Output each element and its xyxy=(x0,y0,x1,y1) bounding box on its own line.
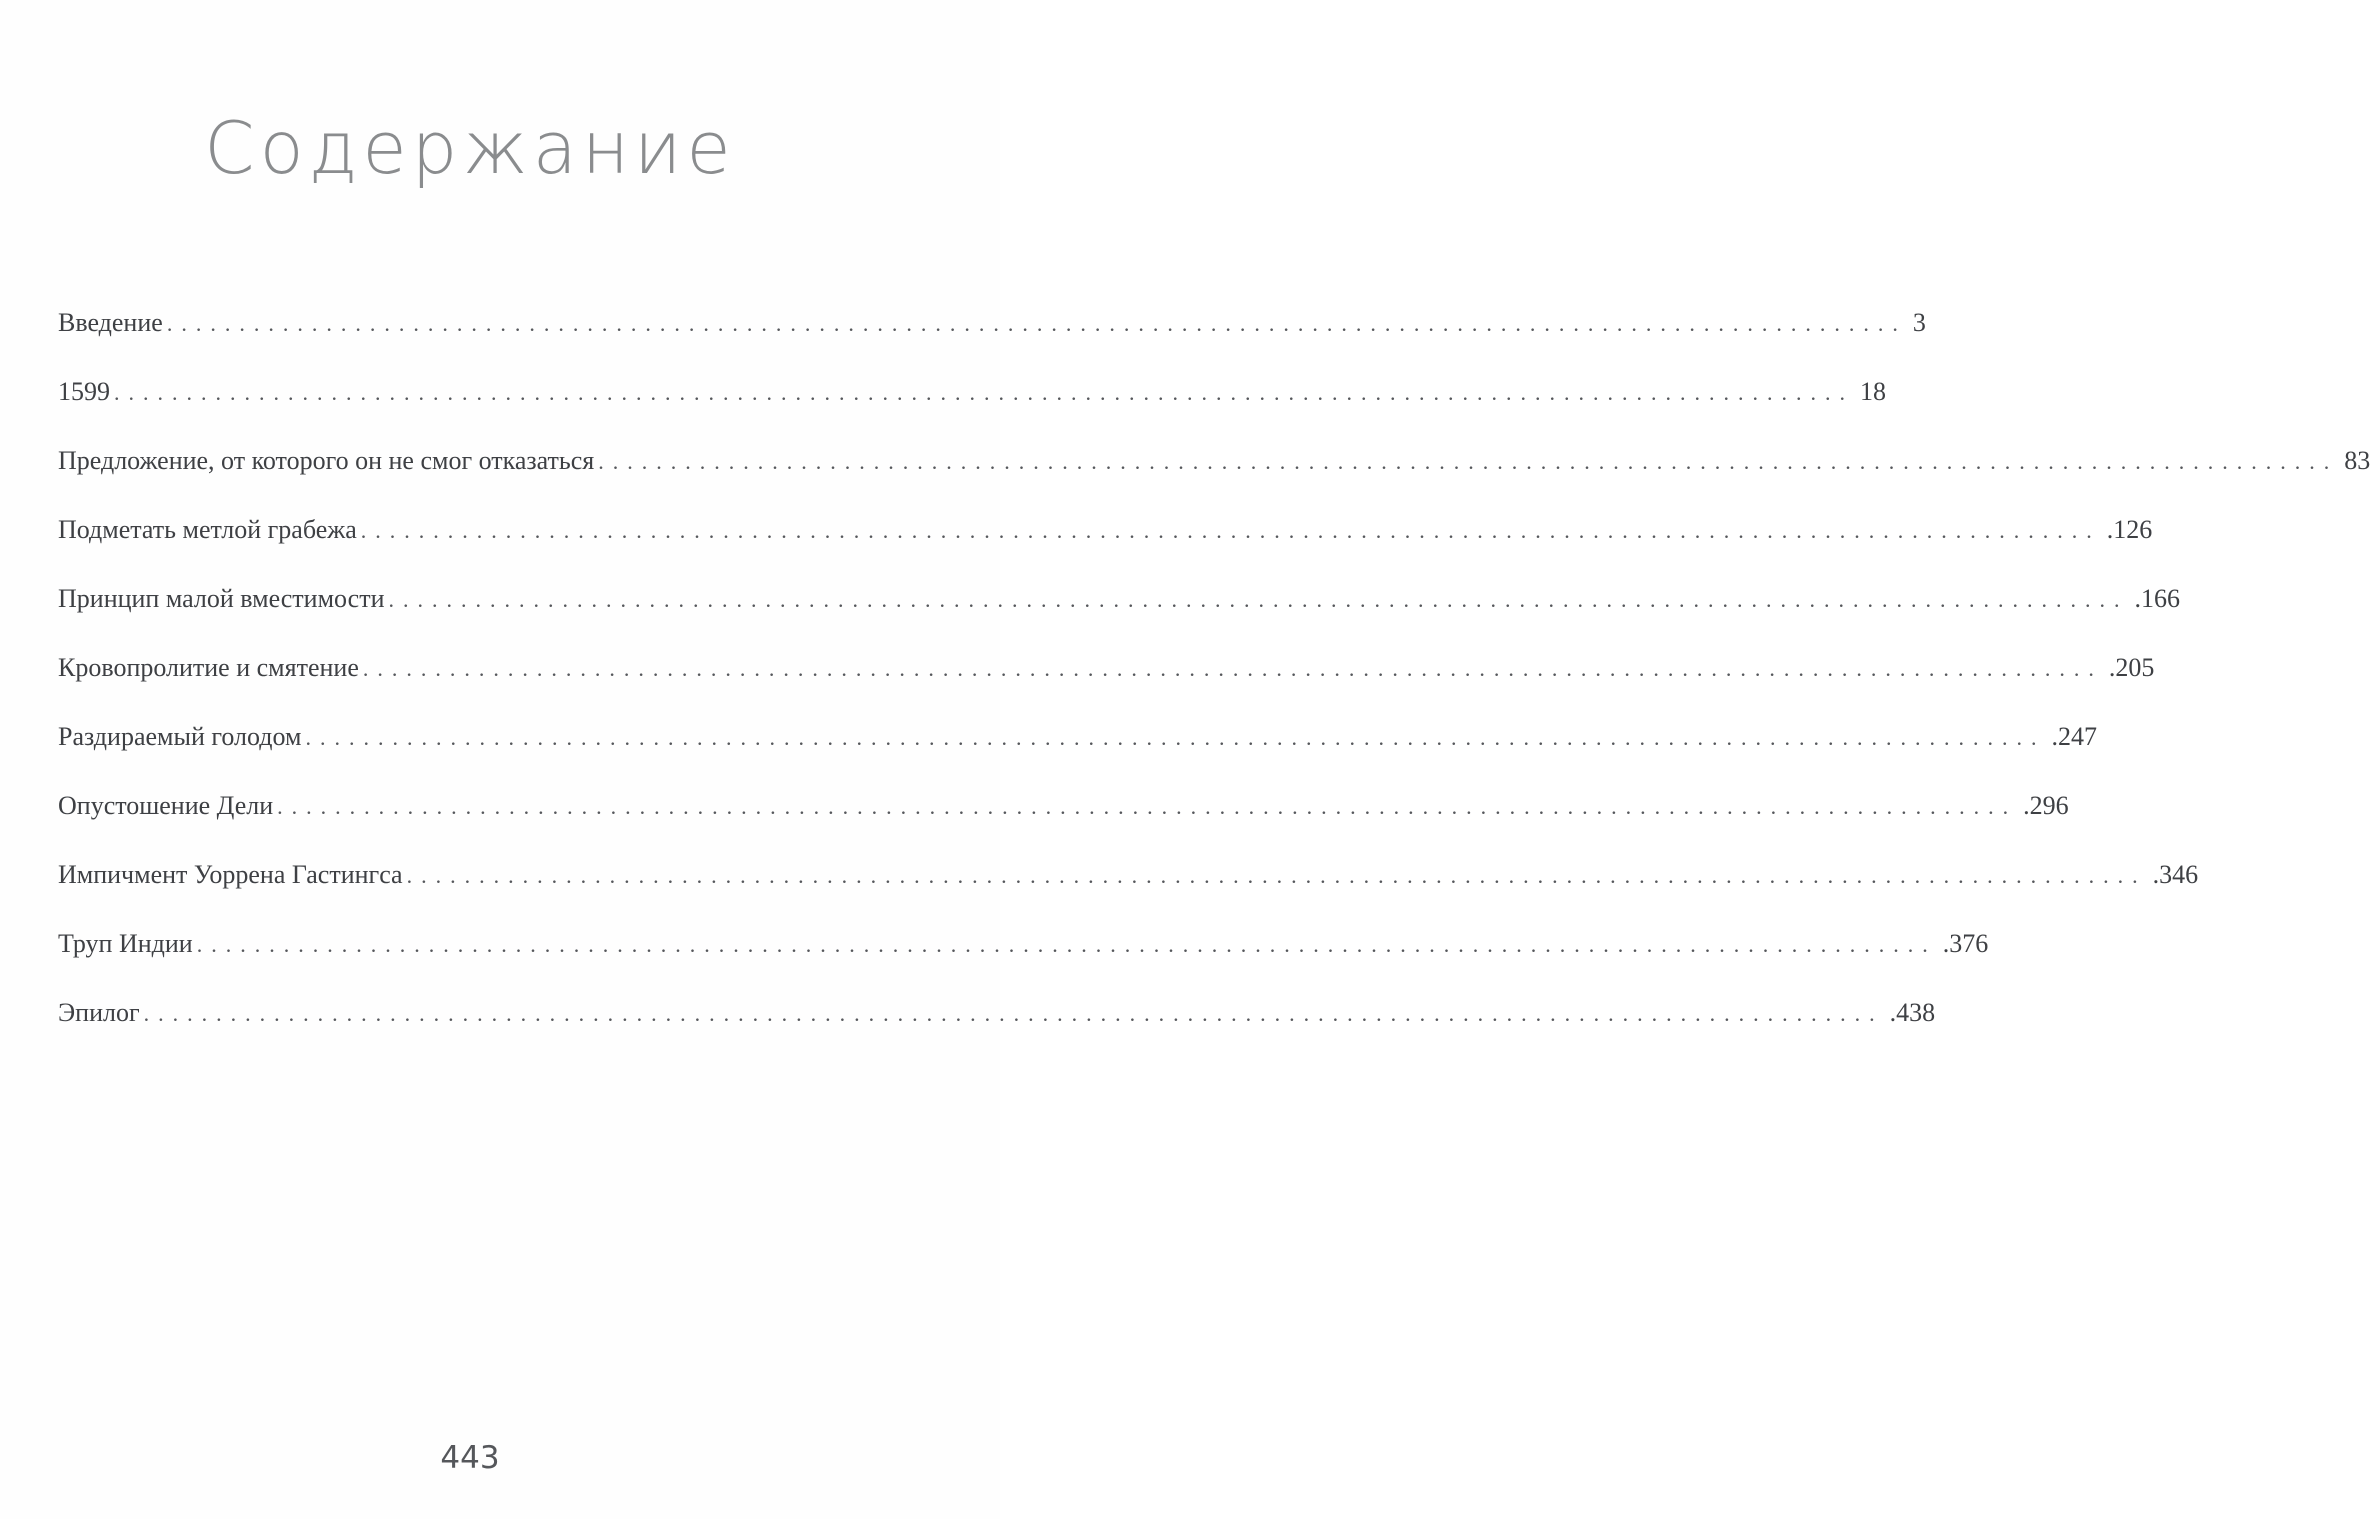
toc-entry xyxy=(58,515,2153,584)
toc-entry-page: .247 xyxy=(2051,722,2097,751)
dot-leader: ........................................................................................................................ xyxy=(362,656,2103,681)
toc-entry xyxy=(58,722,2097,791)
toc-entry-page: .346 xyxy=(2152,860,2199,889)
toc-entry-title: Опустошение Дели xyxy=(58,791,274,820)
toc-entry-title: 1599 xyxy=(58,377,110,406)
toc-entry xyxy=(58,998,1936,1067)
toc-entry xyxy=(58,584,2180,653)
toc-entry-title: Предложение, от которого он не смог отказаться xyxy=(58,446,595,475)
toc-entry-page: .126 xyxy=(2106,515,2153,544)
dot-leader: ........................................................................................................................ xyxy=(143,1001,1884,1026)
table-of-contents xyxy=(58,308,2370,1067)
toc-entry-page: .438 xyxy=(1889,998,1936,1027)
toc-entry-title: Подметать метлой грабежа xyxy=(58,515,357,544)
toc-entry-page: .166 xyxy=(2134,584,2180,613)
toc-entry-title: Кровопролитие и смятение xyxy=(58,653,359,682)
toc-entry xyxy=(58,860,2199,929)
dot-leader: ........................................................................................................................ xyxy=(196,932,1937,957)
toc-entry-title: Труп Индии xyxy=(58,929,193,958)
dot-leader: ........................................................................................................................ xyxy=(305,725,2046,750)
toc-entry-page: .205 xyxy=(2108,653,2155,682)
toc-entry xyxy=(58,929,1989,998)
dot-leader: ........................................................................................................................ xyxy=(277,794,2018,819)
toc-entry-title: Принцип малой вместимости xyxy=(58,584,385,613)
page-title: Содержание xyxy=(204,106,736,191)
dot-leader: ........................................................................................................................ xyxy=(598,449,2339,474)
toc-entry-page: .296 xyxy=(2023,791,2069,820)
toc-entry-page: 18 xyxy=(1860,377,1886,406)
toc-entry-title: Раздираемый голодом xyxy=(58,722,302,751)
dot-leader: ........................................................................................................................ xyxy=(388,587,2129,612)
toc-entry-page: 83 xyxy=(2344,446,2370,475)
toc-entry xyxy=(58,446,2370,515)
toc-entry-page: .376 xyxy=(1942,929,1989,958)
dot-leader: ........................................................................................................................ xyxy=(166,311,1907,336)
toc-entry-page: 3 xyxy=(1912,308,1926,337)
dot-leader: ........................................................................................................................ xyxy=(360,518,2101,543)
toc-entry-title: Введение xyxy=(58,308,163,337)
toc-entry-title: Эпилог xyxy=(58,998,140,1027)
dot-leader: ........................................................................................................................ xyxy=(406,863,2147,888)
toc-entry-title: Импичмент Уоррена Гастингса xyxy=(58,860,403,889)
page-number: 443 xyxy=(440,1440,500,1476)
toc-entry xyxy=(58,791,2069,860)
dot-leader: ........................................................................................................................ xyxy=(114,380,1854,405)
toc-entry xyxy=(58,377,1886,446)
toc-entry xyxy=(58,308,1926,377)
toc-entry xyxy=(58,653,2155,722)
